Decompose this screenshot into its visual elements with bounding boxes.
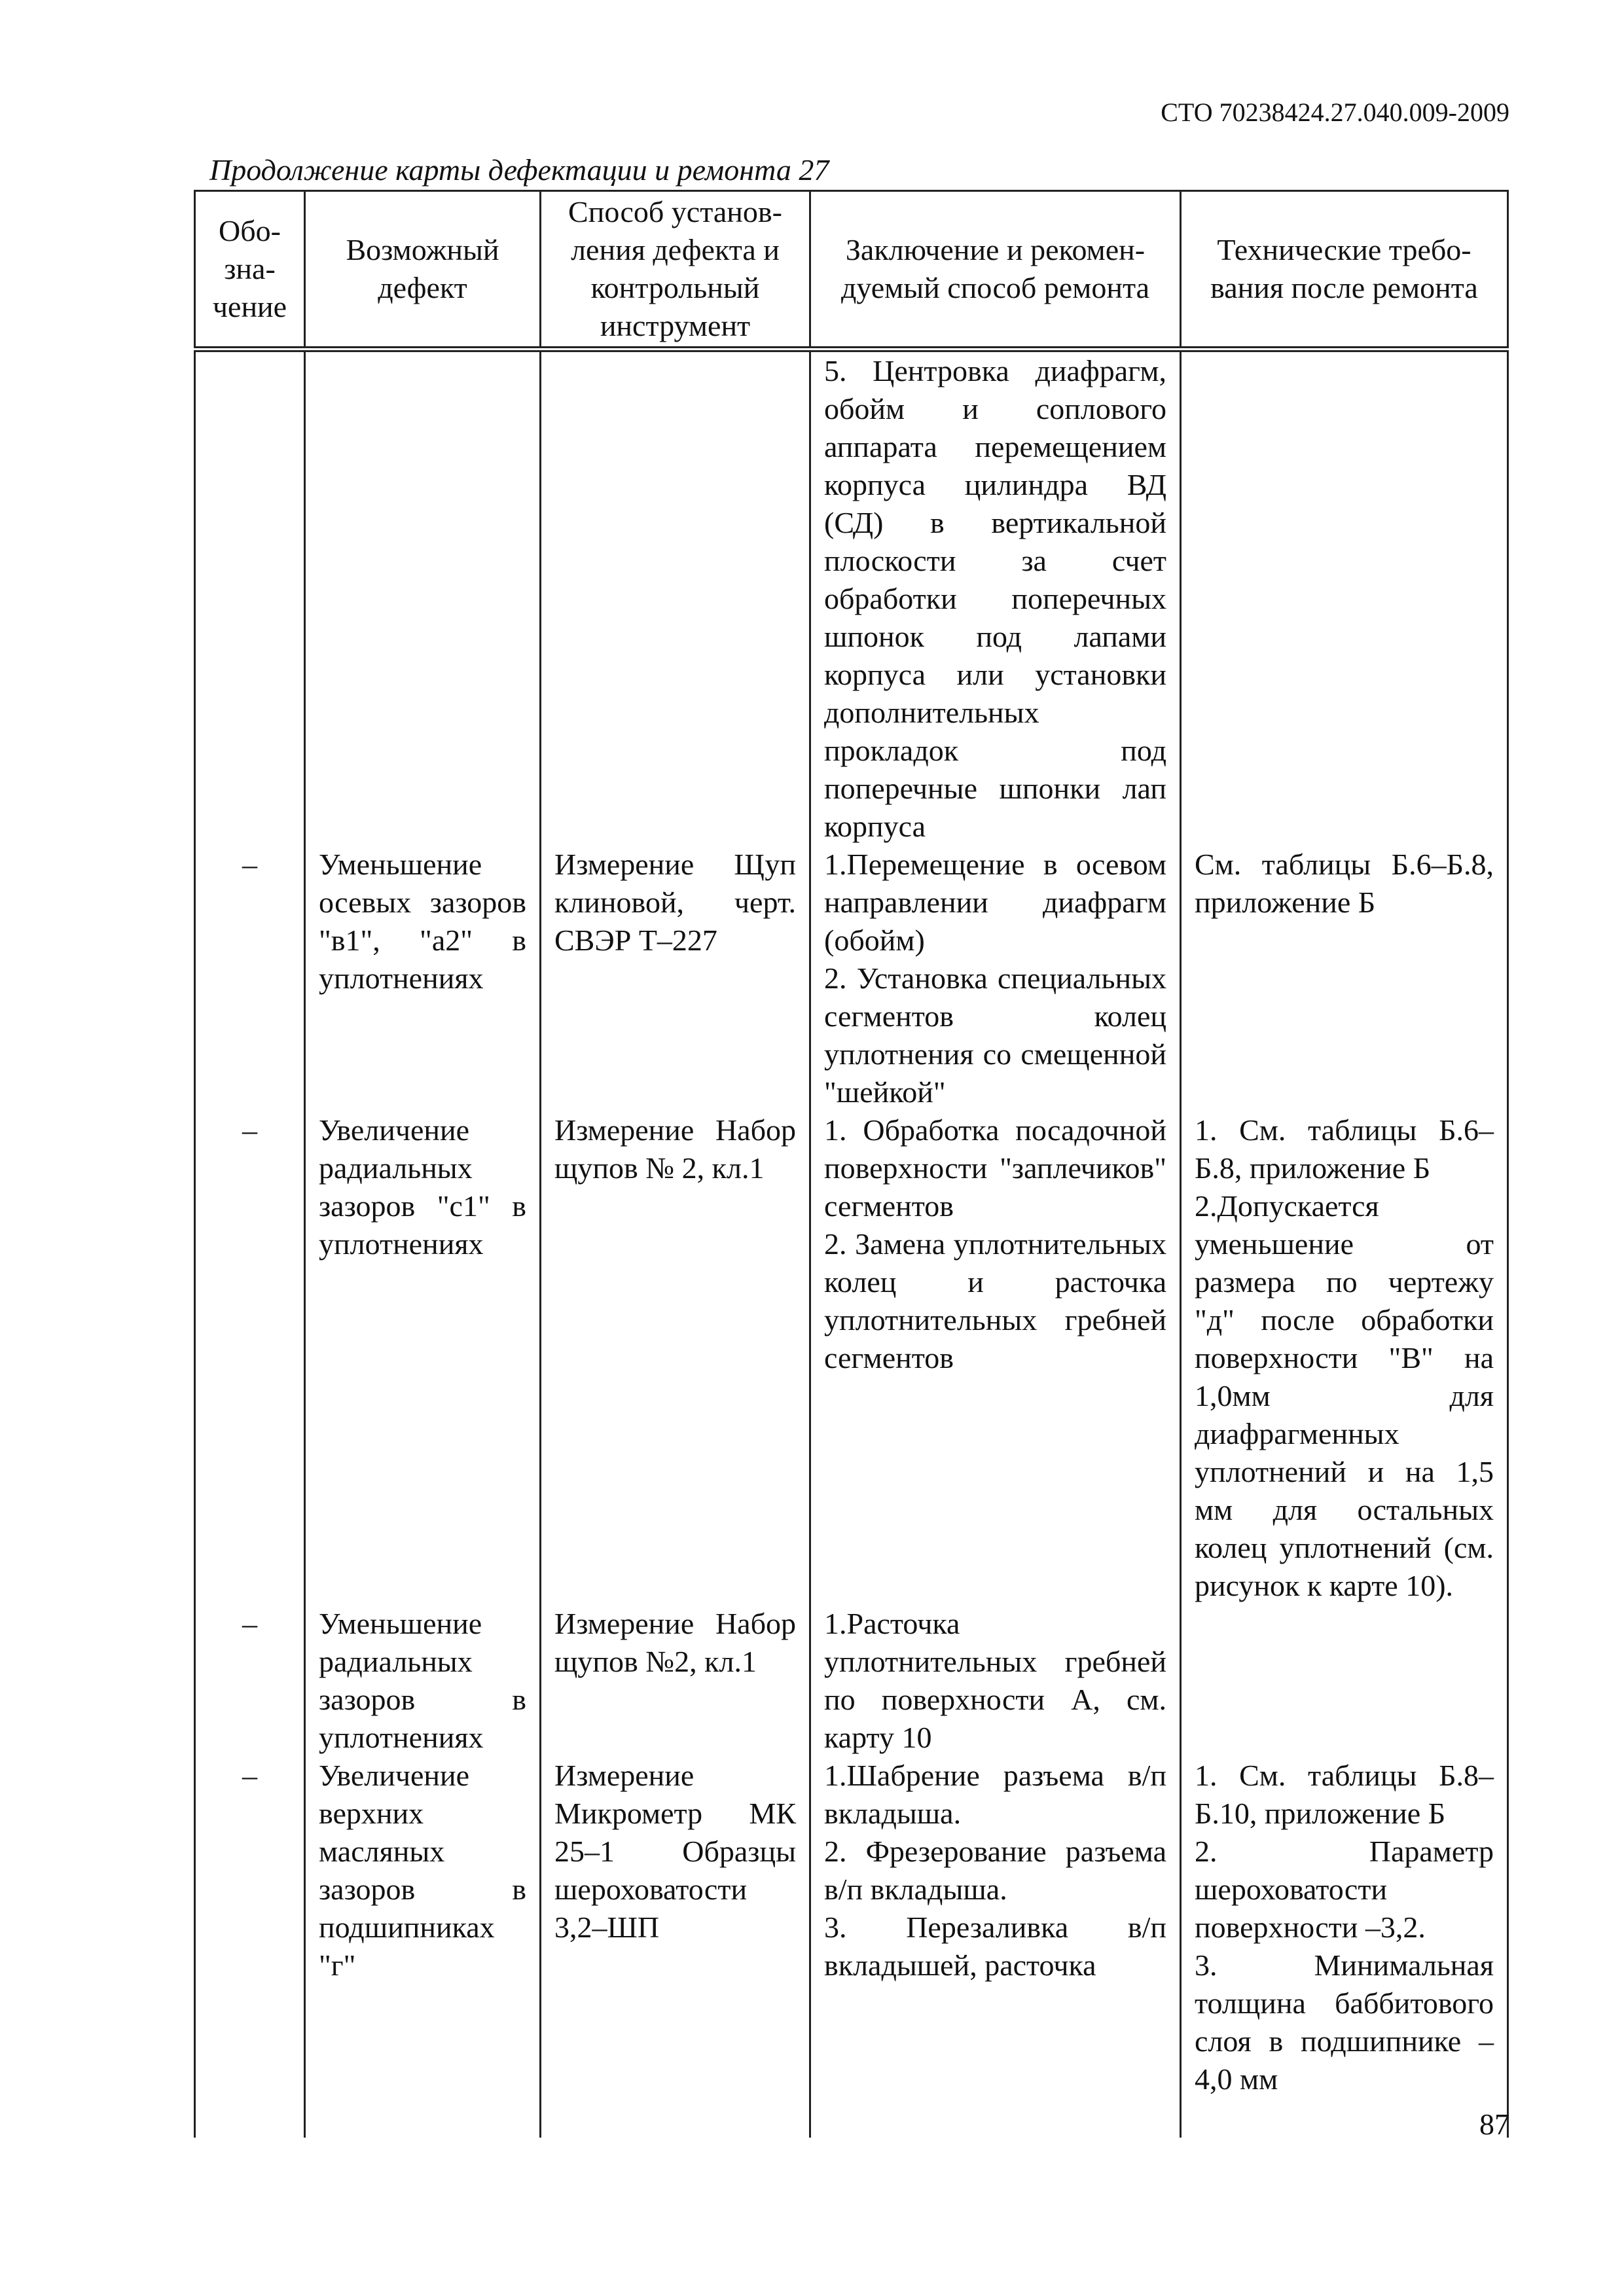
cell-method: Измерение Микрометр МК 25–1 Образцы шероховатости 3,2–ШП: [541, 1757, 810, 2098]
header-defect: Возможный дефект: [305, 191, 541, 350]
cell-designation: –: [195, 1757, 305, 2098]
table-row: [195, 1757, 1508, 2098]
conclusion-item: 1.Расточка уплотнительных гребней по поверхности А, см. карту 10: [824, 1607, 1166, 1754]
cell-conclusion: [810, 1757, 1181, 2098]
spacer-cell: [305, 2098, 541, 2138]
cell-designation: –: [195, 1605, 305, 1757]
cell-method: Измерение Набор щупов № 2, кл.1: [541, 1111, 810, 1605]
conclusion-item: 3. Перезаливка в/п вкладышей, расточка: [824, 1910, 1166, 1982]
cell-defect: Уменьшение радиальных зазоров в уплотнениях: [305, 1605, 541, 1757]
requirement-item: 2.Допускается уменьшение от размера по чертежу "д" после обработки поверхности "В" на 1,0мм для диафрагменных уплотнений и на 1,5 мм для остальных колец уплотнений (см. рисунок к карте 10).: [1195, 1189, 1494, 1602]
cell-requirements: [1181, 846, 1508, 1111]
conclusion-item: 2. Фрезерование разъема в/п вкладыша.: [824, 1835, 1166, 1906]
header-method: Способ установ- ления дефекта и контрольный инструмент: [541, 191, 810, 350]
requirement-item: 1. См. таблицы Б.6–Б.8, приложение Б: [1195, 1113, 1494, 1185]
cell-conclusion: [810, 1605, 1181, 1757]
conclusion-item: 2. Замена уплотнительных колец и расточка уплотнительных гребней сегментов: [824, 1227, 1166, 1374]
cell-designation: –: [195, 1111, 305, 1605]
page-number: 87: [1479, 2108, 1509, 2141]
table-caption: Продолжение карты дефектации и ремонта 27: [209, 153, 829, 187]
requirement-item: См. таблицы Б.6–Б.8, приложение Б: [1195, 848, 1494, 919]
conclusion-item: 1.Шабрение разъема в/п вкладыша.: [824, 1759, 1166, 1830]
cell-conclusion: [810, 846, 1181, 1111]
conclusion-item: 2. Установка специальных сегментов колец уплотнения со смещенной "шейкой": [824, 961, 1166, 1109]
cell-designation: [195, 350, 305, 846]
header-conclusion: Заключение и рекомен- дуемый способ ремонта: [810, 191, 1181, 350]
table-row: [195, 1605, 1508, 1757]
table-row: [195, 350, 1508, 846]
requirement-item: 2. Параметр шероховатости поверхности –3,2.: [1195, 1835, 1494, 1944]
cell-conclusion: [810, 350, 1181, 846]
requirement-item: 3. Минимальная толщина баббитового слоя в подшипнике –4,0 мм: [1195, 1948, 1494, 2096]
spacer-cell: [541, 2098, 810, 2138]
defect-repair-table: [194, 190, 1509, 2138]
cell-method: [541, 350, 810, 846]
cell-defect: Уменьшение осевых зазоров "в1", "а2" в уплотнениях: [305, 846, 541, 1111]
spacer-cell: [810, 2098, 1181, 2138]
spacer-cell: [195, 2098, 305, 2138]
conclusion-item: 5. Центровка диафрагм, обойм и соплового аппарата перемещением корпуса цилиндра ВД (СД) в вертикальной плоскости за счет обработки поперечных шпонок под лапами корпуса или установки дополнительных прокладок под поперечные шпонки лап корпуса: [824, 354, 1166, 843]
requirement-item: 1. См. таблицы Б.8–Б.10, приложение Б: [1195, 1759, 1494, 1830]
cell-method: Измерение Набор щупов №2, кл.1: [541, 1605, 810, 1757]
cell-conclusion: [810, 1111, 1181, 1605]
cell-defect: Увеличение радиальных зазоров "с1" в уплотнениях: [305, 1111, 541, 1605]
cell-defect: Увеличение верхних масляных зазоров в подшипниках "г": [305, 1757, 541, 2098]
conclusion-item: 1.Перемещение в осевом направлении диафрагм (обойм): [824, 848, 1166, 957]
cell-requirements: [1181, 1111, 1508, 1605]
table-bottom-spacer: [195, 2098, 1508, 2138]
cell-requirements: [1181, 1757, 1508, 2098]
spacer-cell: [1181, 2098, 1508, 2138]
cell-requirements: [1181, 1605, 1508, 1757]
cell-requirements: [1181, 350, 1508, 846]
cell-defect: [305, 350, 541, 846]
conclusion-item: 1. Обработка посадочной поверхности "заплечиков" сегментов: [824, 1113, 1166, 1223]
cell-method: Измерение Щуп клиновой, черт. СВЭР Т–227: [541, 846, 810, 1111]
header-requirements: Технические требо- вания после ремонта: [1181, 191, 1508, 350]
table-row: [195, 1111, 1508, 1605]
document-code: СТО 70238424.27.040.009-2009: [1161, 98, 1509, 127]
header-designation: Обо- зна- чение: [195, 191, 305, 350]
cell-designation: –: [195, 846, 305, 1111]
table-header-row: [195, 191, 1508, 350]
table-row: [195, 846, 1508, 1111]
